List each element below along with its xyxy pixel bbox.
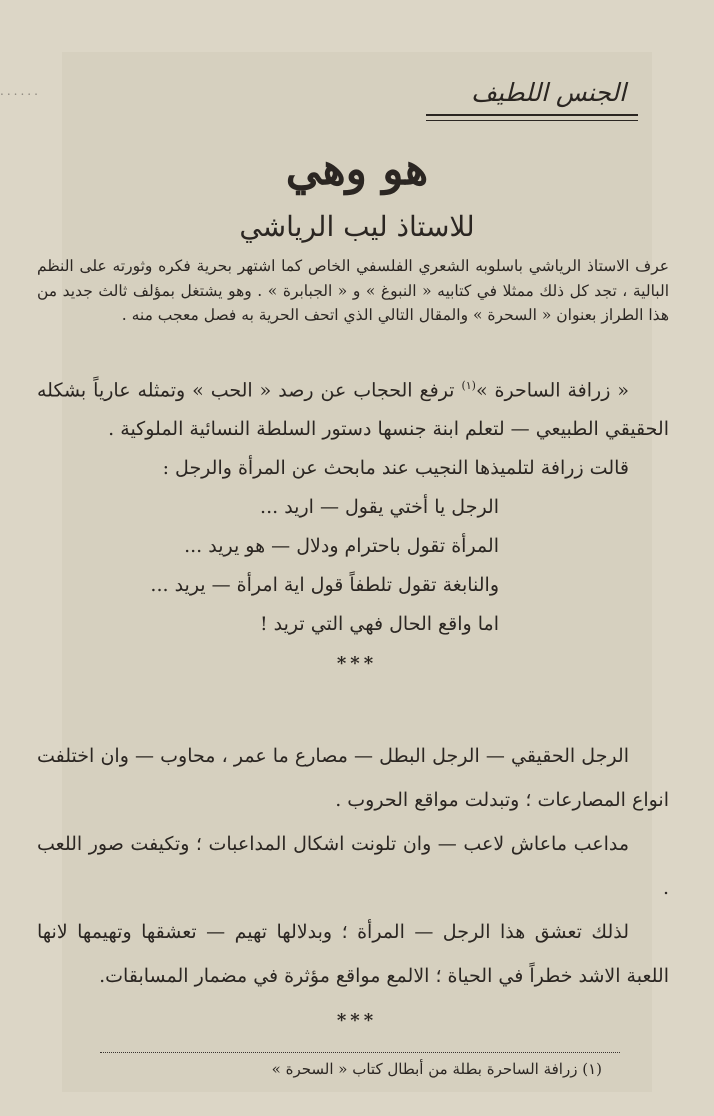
paragraph-1-lead: « زرافة الساحرة » <box>475 379 629 402</box>
footnote-text: (١) زرافة الساحرة بطلة من أبطال كتاب « السحرة » <box>271 1060 602 1078</box>
article-byline: للاستاذ ليب الرياشي <box>239 210 475 243</box>
verse-line-3: والنابغة تقول تلطفاً قول اية امرأة — يريد ... <box>150 574 499 597</box>
paragraph-5: لذلك تعشق هذا الرجل — المرأة ؛ وبدلالها تهيم — تعشقها وتهيمها لانها اللعبة الاشد خطراً في الحياة ؛ الالمع مواقع مؤثرة في مضمار المسابقات. <box>37 921 669 987</box>
footnote-mark: (١) <box>461 379 476 392</box>
header-rule-thin <box>426 120 638 121</box>
section-divider-stars: *** <box>336 653 378 675</box>
closing-divider-stars: *** <box>336 1010 378 1031</box>
paragraph-4: مداعب ماعاش لاعب — وان تلونت اشكال المداعبات ؛ وتكيفت صور اللعب . <box>37 833 669 899</box>
paragraph-2: قالت زرافة لتلميذها النجيب عند مابحث عن المرأة والرجل : <box>162 457 629 480</box>
running-title: الجنس اللطيف <box>471 78 626 107</box>
verse-line-1: الرجل يا أختي يقول — اريد ... <box>260 496 499 519</box>
verse-line-2: المرأة تقول باحترام ودلال — هو يريد ... <box>184 535 499 558</box>
footnote-rule <box>100 1052 620 1053</box>
verse-line-4: اما واقع الحال فهي التي تريد ! <box>259 613 499 636</box>
article-body-part2 <box>37 734 669 998</box>
header-dots: ...... <box>0 84 41 98</box>
paragraph-1 <box>37 366 669 449</box>
article-intro: عرف الاستاذ الرياشي باسلوبه الشعري الفلسفي الخاص كما اشتهر بحرية فكره وثورته على النظم البالية ، تجد كل ذلك ممثلا في كتابيه « النبوغ » و « الجبابرة » . وهو يشتغل بمؤلف ثالث جديد من هذا الطراز بعنوان « السحرة » والمقال التالي الذي اتحف الحرية به فصل معجب منه . <box>37 257 669 324</box>
paragraph-3: الرجل الحقيقي — الرجل البطل — مصارع ما عمر ، محاوب — وان اختلفت انواع المصارعات ؛ وتبدلت مواقع الحروب . <box>37 745 669 811</box>
header-rule-thick <box>426 114 638 116</box>
article-title: هو وهي <box>285 144 429 195</box>
article-body-part1 <box>37 366 669 683</box>
paragraph-1-rest: ترفع الحجاب عن رصد « الحب » وتمثله عارياً بشكله الحقيقي الطبيعي — لتعلم ابنة جنسها دستور السلطة النسائية الملوكية . <box>37 379 669 441</box>
